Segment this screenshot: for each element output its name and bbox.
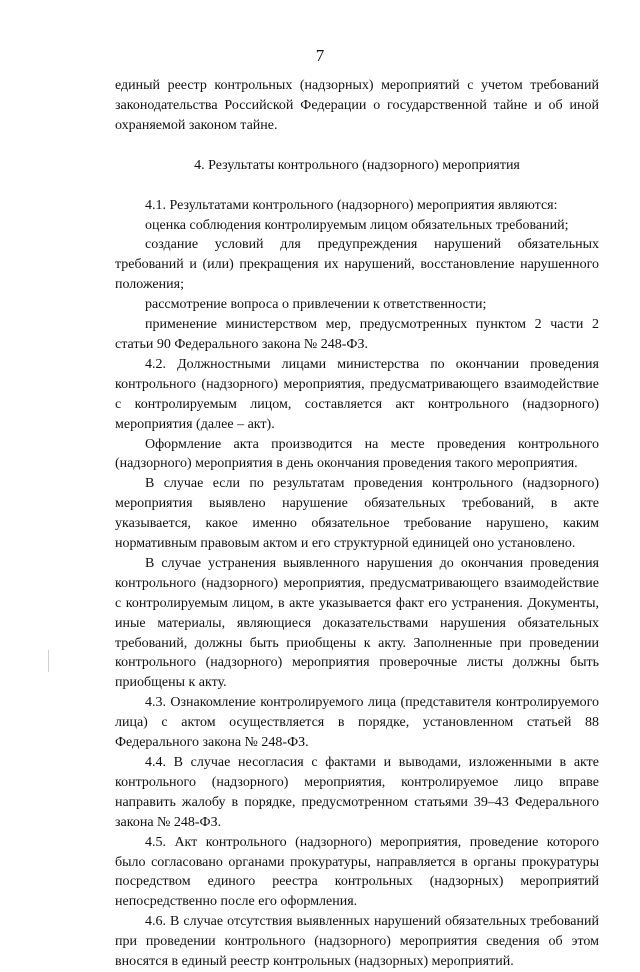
page-number: 7 (315, 46, 325, 65)
paragraph-4-5: 4.5. Акт контрольного (надзорного) мероприятия, проведение которого было согласовано органами прокуратуры, направляется в органы прокуратуры посредством единого реестра контрольных (надзорных) мероприятий непосредственно после его оформления. (115, 834, 599, 910)
section-heading: 4. Результаты контрольного (надзорного) мероприятия (194, 157, 520, 173)
paragraph-4-2: 4.2. Должностными лицами министерства по окончании проведения контрольного (надзорного) мероприятия, предусматривающего взаимодействие с контролируемым лицом, составляется акт контрольного (надзорного) мероприятия (далее – акт). (115, 356, 599, 432)
list-item-prevention: создание условий для предупреждения нарушений обязательных требований и (или) прекращения их нарушений, восстановление нарушенного положения; (115, 237, 599, 293)
paragraph-violation-detected: В случае если по результатам проведения контрольного (надзорного) мероприятия выявлено нарушение обязательных требований, в акте указывается, какое именно обязательное требование нарушено, каким нормативным правовым актом и его структурной единицей оно установлено. (115, 476, 599, 552)
paragraph-4-1: 4.1. Результатами контрольного (надзорного) мероприятия являются: (145, 197, 558, 213)
paragraph-4-3: 4.3. Ознакомление контролируемого лица (представителя контролируемого лица) с актом осуществляется в порядке, установленном статьей 88 Федерального закона № 248-ФЗ. (115, 695, 599, 751)
paragraph-violation-remedied: В случае устранения выявленного нарушения до окончания проведения контрольного (надзорного) мероприятия, предусматривающего взаимодействие с контролируемым лицом, в акте указывается факт его устранения. Документы, иные материалы, являющиеся доказательствами нарушения обязательных требований, должны быть приобщены к акту. Заполненные при проведении контрольного (надзорного) мероприятия проверочные листы должны быть приобщены к акту. (115, 555, 599, 691)
list-item-measures: применение министерством мер, предусмотренных пунктом 2 части 2 статьи 90 Федерального закона № 248-ФЗ. (115, 317, 599, 352)
scan-artifact-line (48, 650, 49, 672)
list-item-liability: рассмотрение вопроса о привлечении к ответственности; (145, 297, 487, 313)
paragraph-4-6: 4.6. В случае отсутствия выявленных нарушений обязательных требований при проведении контрольного (надзорного) мероприятия сведения об этом вносятся в единый реестр контрольных (надзорных) мероприятий. (115, 914, 599, 970)
list-item-assessment: оценка соблюдения контролируемым лицом обязательных требований; (145, 217, 569, 233)
paragraph-act-execution: Оформление акта производится на месте проведения контрольного (надзорного) мероприятия в день окончания проведения такого мероприятия. (115, 436, 599, 472)
paragraph-continuation: единый реестр контрольных (надзорных) мероприятий с учетом требований законодательства Российской Федерации о государственной тайне и об иной охраняемой законом тайне. (115, 78, 599, 133)
paragraph-4-4: 4.4. В случае несогласия с фактами и выводами, изложенными в акте контрольного (надзорного) мероприятия, контролируемое лицо вправе направить жалобу в порядке, предусмотренном статьями 39–43 Федерального закона № 248-ФЗ. (115, 755, 599, 830)
document-body (115, 76, 599, 972)
